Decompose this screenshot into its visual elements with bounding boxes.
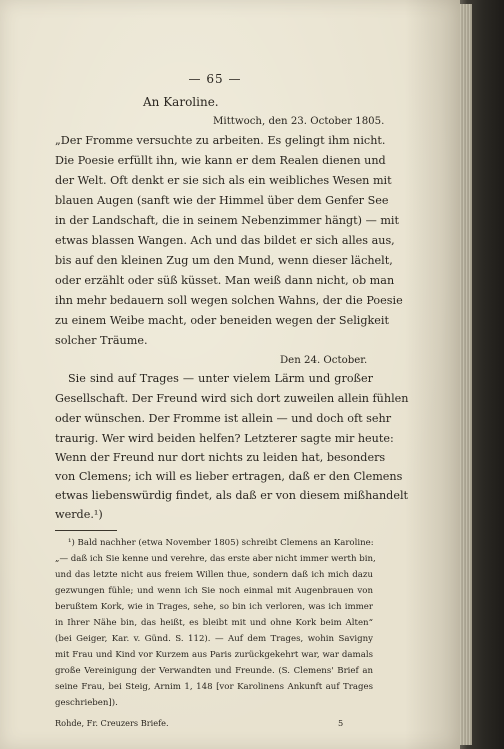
footnote-rule [55,530,117,531]
paragraph-1-line: bis auf den kleinen Zug um den Mund, wenn dieser lächelt, [55,254,393,267]
paragraph-2-line: von Clemens; ich will es lieber ertragen, daß er den Clemens [55,470,403,483]
footnote-line: und das letzte nicht aus freiem Willen thue, sondern daß ich mich dazu [55,570,373,580]
footnote-line: „— daß ich Sie kenne und verehre, das erste aber nicht immer werth bin, [55,554,376,564]
footnote-line: ¹) Bald nachher (etwa November 1805) schreibt Clemens an Karoline: [68,538,374,548]
printer-signature: Rohde, Fr. Creuzers Briefe. [55,718,169,728]
footnote-line: berußtem Kork, wie in Trages, sehe, so bin ich verloren, was ich immer [55,602,373,612]
paragraph-1-line: etwas blassen Wangen. Ach und das bildet er sich alles aus, [55,234,395,247]
paragraph-2-line: etwas liebenswürdig findet, als daß er von diesem mißhandelt [55,489,409,502]
paragraph-2-line: oder wünschen. Der Fromme ist allein — und doch oft sehr [55,412,392,425]
dateline-2: Den 24. October. [280,355,368,366]
footnote-line: geschrieben]). [55,698,118,708]
paragraph-1-line: „Der Fromme versuchte zu arbeiten. Es gelingt ihm nicht. [55,134,386,147]
paragraph-1-line: Die Poesie erfüllt ihn, wie kann er dem Realen dienen und [55,154,386,167]
page-number: — 65 — [188,72,242,86]
paragraph-1-line: der Welt. Oft denkt er sie sich als ein weibliches Wesen mit [55,174,392,187]
dateline-1: Mittwoch, den 23. October 1805. [213,116,385,127]
footnote-line: (bei Geiger, Kar. v. Günd. S. 112). — Auf dem Trages, wohin Savigny [55,634,373,644]
footnote-line: seine Frau, bei Steig, Arnim 1, 148 [vor Karolinens Ankunft auf Trages [55,682,373,692]
footnote-line: große Vereinigung der Verwandten und Freunde. (S. Clemens' Brief an [55,666,373,676]
paragraph-2-line: traurig. Wer wird beiden helfen? Letzterer sagte mir heute: [55,432,394,445]
paragraph-1-line: solcher Träume. [55,334,148,347]
paragraph-2-line: Sie sind auf Trages — unter vielem Lärm und großer [68,372,373,385]
footnote-line: gezwungen fühle; und wenn ich Sie noch einmal mit Augenbrauen von [55,586,373,596]
sheet-signature: 5 [338,718,344,728]
paragraph-1-line: oder erzählt oder süß küsset. Man weiß dann nicht, ob man [55,274,395,287]
paragraph-2-line: Wenn der Freund nur dort nichts zu leiden hat, besonders [55,451,386,464]
paragraph-1-line: in der Landschaft, die in seinem Nebenzimmer hängt) — mit [55,214,400,227]
footnote-line: in Ihrer Nähe bin, das heißt, es bleibt mit und ohne Kork beim Alten“ [55,618,373,628]
footnote-line: mit Frau und Kind vor Kurzem aus Paris zurückgekehrt war, war damals [55,650,373,660]
paragraph-2-line: Gesellschaft. Der Freund wird sich dort zuweilen allein fühlen [55,392,409,405]
paragraph-1-line: zu einem Weibe macht, oder beneiden wegen der Seligkeit [55,314,389,327]
paragraph-1-line: ihn mehr bedauern soll wegen solchen Wahns, der die Poesie [55,294,403,307]
paragraph-2-line: werde.¹) [55,508,103,521]
paragraph-1-line: blauen Augen (sanft wie der Himmel über dem Genfer See [55,194,389,207]
letter-heading: An Karoline. [143,95,219,109]
